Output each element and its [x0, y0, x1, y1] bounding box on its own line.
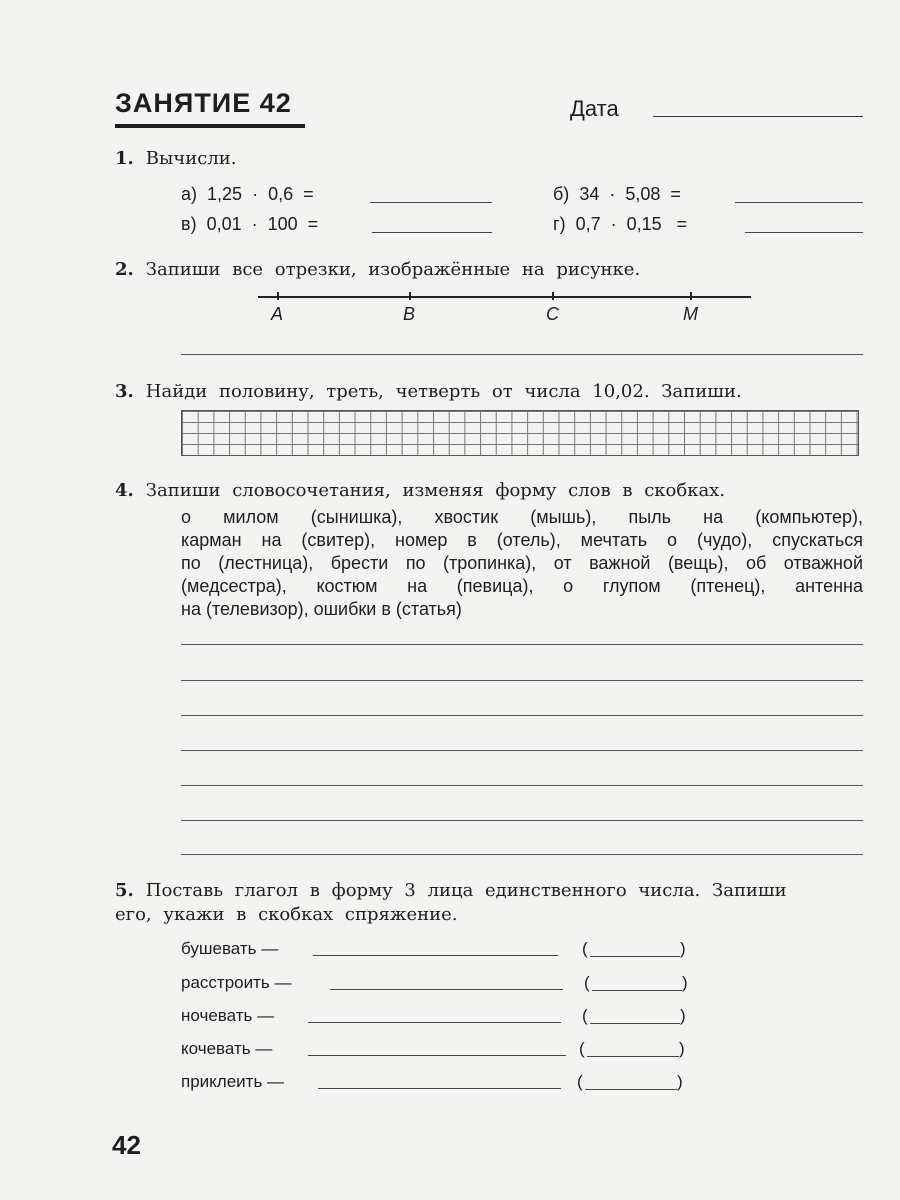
conjugation-close-paren: ): [682, 973, 688, 992]
task4-answer-line[interactable]: [181, 854, 863, 855]
task1-item-label: а): [181, 184, 198, 204]
task4-line: по (лестница), брести по (тропинка), от важной (вещь), об отважной: [181, 553, 863, 573]
conjugation-open-paren: (: [579, 1039, 585, 1058]
task4-answer-line[interactable]: [181, 785, 863, 786]
conjugation-answer[interactable]: [587, 1056, 679, 1057]
segment-line: [258, 296, 751, 298]
conjugation-close-paren: ): [679, 1039, 685, 1058]
conjugation-answer[interactable]: [590, 1023, 680, 1024]
point-m-tick: [690, 292, 692, 300]
conjugation-open-paren: (: [584, 973, 590, 992]
task1-item-a: [181, 184, 314, 205]
task1-answer-v[interactable]: [372, 232, 492, 233]
conjugation-close-paren: ): [677, 1072, 683, 1091]
conjugation-answer[interactable]: [592, 990, 682, 991]
verb-answer-line[interactable]: [308, 1055, 566, 1056]
conjugation-answer[interactable]: [585, 1089, 677, 1090]
task4-number: 4.: [115, 480, 134, 501]
point-b-tick: [409, 292, 411, 300]
verb-answer-line[interactable]: [313, 955, 558, 956]
task5-heading: [115, 880, 787, 901]
task2-number: 2.: [115, 259, 134, 280]
task3-number: 3.: [115, 381, 134, 402]
page-title: ЗАНЯТИЕ 42: [115, 88, 292, 118]
task1-heading: [115, 148, 236, 169]
task1-item-label: в): [181, 214, 197, 234]
verb-answer-line[interactable]: [308, 1022, 561, 1023]
task4-answer-line[interactable]: [181, 715, 863, 716]
task1-item-expr: 1,25 · 0,6 =: [207, 184, 314, 204]
point-a-label: A: [271, 304, 284, 324]
verb-row-word: ночевать —: [181, 1006, 275, 1025]
task3-heading: [115, 381, 742, 402]
point-c-tick: [552, 292, 554, 300]
conjugation-answer[interactable]: [590, 956, 680, 957]
task5-prompt-line1: Поставь глагол в форму 3 лица единственного числа. Запиши: [145, 880, 787, 901]
conjugation-close-paren: ): [680, 939, 686, 958]
task1-item-v: [181, 214, 318, 235]
task1-item-expr: 34 · 5,08 =: [579, 184, 681, 204]
task4-line: на (телевизор), ошибки в (статья): [181, 599, 462, 619]
page-number: 42: [112, 1130, 141, 1160]
task4-answer-line[interactable]: [181, 820, 863, 821]
task3-answer-grid[interactable]: [181, 410, 859, 456]
task1-answer-g[interactable]: [745, 232, 863, 233]
point-b-label: B: [403, 304, 416, 324]
task1-item-expr: 0,01 · 100 =: [206, 214, 319, 234]
title-underline: [115, 124, 305, 128]
task2-heading: [115, 259, 640, 280]
task2-answer-line[interactable]: [181, 354, 863, 355]
task1-item-expr: 0,7 · 0,15 =: [575, 214, 688, 234]
task1-item-label: б): [553, 184, 570, 204]
date-field[interactable]: [653, 116, 863, 117]
task4-line: карман на (свитер), номер в (отель), мечтать о (чудо), спускаться: [181, 530, 863, 550]
task4-word-list: [181, 506, 863, 621]
task1-item-g: [553, 214, 687, 235]
conjugation-open-paren: (: [582, 939, 588, 958]
point-c-label: C: [546, 304, 559, 324]
verb-row-word: кочевать —: [181, 1039, 273, 1058]
task1-item-b: [553, 184, 681, 205]
task2-prompt: Запиши все отрезки, изображённые на рисунке.: [145, 259, 641, 280]
conjugation-open-paren: (: [582, 1006, 588, 1025]
task5-prompt-line2: его, укажи в скобках спряжение.: [115, 904, 458, 925]
point-a-tick: [277, 292, 279, 300]
task1-item-label: г): [553, 214, 566, 234]
verb-answer-line[interactable]: [318, 1088, 561, 1089]
task4-answer-line[interactable]: [181, 644, 863, 645]
task4-answer-line[interactable]: [181, 680, 863, 681]
verb-row-word: расстроить —: [181, 973, 292, 992]
task1-prompt: Вычисли.: [145, 148, 237, 169]
date-label: Дата: [570, 96, 619, 121]
task3-prompt: Найди половину, треть, четверть от числа 10,02. Запиши.: [145, 381, 742, 402]
task1-answer-a[interactable]: [370, 202, 492, 203]
conjugation-close-paren: ): [680, 1006, 686, 1025]
task4-answer-line[interactable]: [181, 750, 863, 751]
verb-row-word: приклеить —: [181, 1072, 285, 1091]
task1-number: 1.: [115, 148, 134, 169]
task4-heading: [115, 480, 725, 501]
verb-row-word: бушевать —: [181, 939, 279, 958]
task4-prompt: Запиши словосочетания, изменяя форму слов в скобках.: [145, 480, 726, 501]
point-m-label: M: [683, 304, 698, 324]
task5-number: 5.: [115, 880, 134, 901]
task1-answer-b[interactable]: [735, 202, 863, 203]
conjugation-open-paren: (: [577, 1072, 583, 1091]
task4-line: (медсестра), костюм на (певица), о глупом (птенец), антенна: [181, 576, 863, 596]
verb-answer-line[interactable]: [330, 989, 563, 990]
task4-line: о милом (сынишка), хвостик (мышь), пыль на (компьютер),: [181, 507, 863, 527]
